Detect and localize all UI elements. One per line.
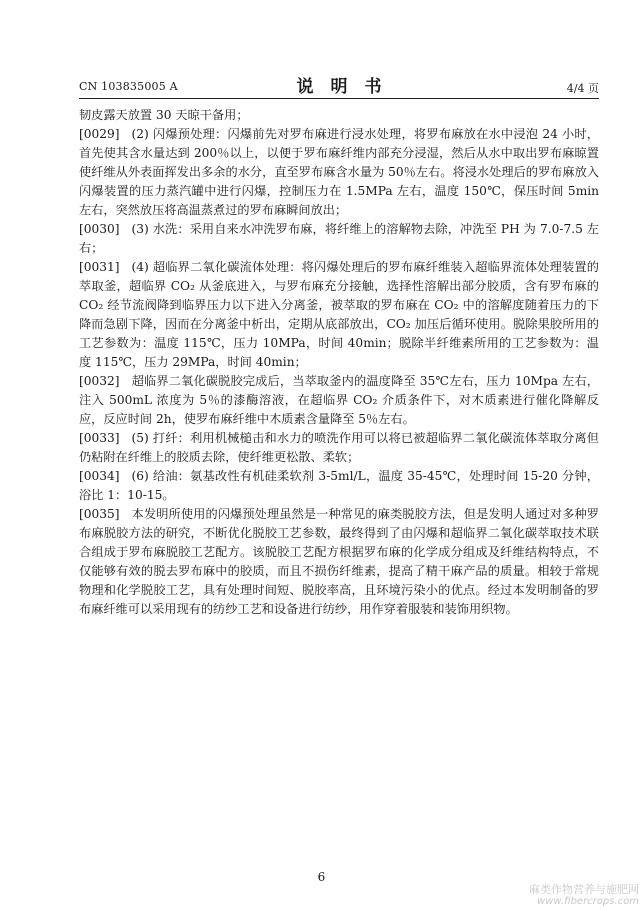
paragraph-text: (3) 水洗：采用自来水冲洗罗布麻，将纤维上的溶解物去除，冲洗至 PH 为 7.0-7.5 左右； <box>79 222 599 255</box>
paragraph-0030 <box>79 220 599 258</box>
paragraph-number: [0035] <box>79 507 120 521</box>
document-title: 说 明 书 <box>296 77 382 97</box>
paragraph-number: [0034] <box>79 469 120 483</box>
paragraph-number: [0033] <box>79 431 120 445</box>
paragraph-0034 <box>79 467 599 505</box>
paragraph-number: [0030] <box>79 222 120 236</box>
paragraph-0029 <box>79 125 599 220</box>
paragraph-continuation <box>79 106 599 125</box>
paragraph-text: 本发明所使用的闪爆预处理虽然是一种常见的麻类脱胶方法，但是发明人通过对多种罗布麻脱胶方法的研究，不断优化脱胶工艺参数，最终得到了由闪爆和超临界二氧化碳萃取技术联合组成于罗布麻脱胶工艺配方。该脱胶工艺配方根据罗布麻的化学成分组成及纤维结构特点，不仅能够有效的脱去罗布麻中的胶质，而且不损伤纤维素，提高了精干麻产品的质量。相较于常规物理和化学脱胶工艺，具有处理时间短、脱胶率高，且环境污染小的优点。经过本发明制备的罗布麻纤维可以采用现有的纺纱工艺和设备进行纺纱，用作穿着服装和装饰用织物。 <box>79 507 599 616</box>
paragraph-0033 <box>79 429 599 467</box>
page-header <box>79 70 599 99</box>
page-number: 6 <box>317 870 326 884</box>
paragraph-text: (2) 闪爆预处理：闪爆前先对罗布麻进行浸水处理，将罗布麻放在水中浸泡 24 小时，首先使其含水量达到 200％以上，以便于罗布麻纤维内部充分浸湿，然后从水中取出罗布麻晾置使纤维从外表面挥发出多余的水分，直至罗布麻含水量为 50％左右。将浸水处理后的罗布麻放入闪爆装置的压力蒸汽罐中进行闪爆，控制压力在 1.5MPa 左右，温度 150℃，保压时间 5min 左右，突然放压将高温蒸煮过的罗布麻瞬间放出； <box>79 127 599 217</box>
paragraph-text: (5) 打纤：利用机械槌击和水力的喷洗作用可以将已被超临界二氧化碳流体萃取分离但仍粘附在纤维上的胶质去除，使纤维更松散、柔软； <box>79 431 599 464</box>
paragraph-number: [0032] <box>79 374 120 388</box>
paragraph-0032 <box>79 372 599 429</box>
watermark-url: www.fibercrops.com <box>537 896 639 907</box>
paragraph-0035 <box>79 505 599 619</box>
site-watermark <box>529 884 639 908</box>
paragraph-number: [0031] <box>79 260 120 274</box>
paragraph-text: (4) 超临界二氧化碳流体处理：将闪爆处理后的罗布麻纤维装入超临界流体处理装置的萃取釜，超临界 CO₂ 从釜底进入，与罗布麻充分接触，选择性溶解出部分胶质，含有罗布麻的 CO₂ 经节流阀降到临界压力以下进入分离釜，被萃取的罗布麻在 CO₂ 中的溶解度随着压力的下降而急剧下降，因而在分离釜中析出，定期从底部放出，CO₂ 加压后循环使用。脱除果胶所用的工艺参数为：温度 115℃，压力 10MPa，时间 40min；脱除半纤维素所用的工艺参数为：温度 115℃，压力 29MPa，时间 40min； <box>79 260 599 369</box>
watermark-site-name: 麻类作物营养与施肥网 <box>529 883 639 896</box>
document-body <box>79 106 599 619</box>
paragraph-number: [0029] <box>79 127 120 141</box>
document-number: CN 103835005 A <box>79 80 178 93</box>
paragraph-text: 韧皮露天放置 30 天晾干备用； <box>79 108 249 122</box>
paragraph-text: 超临界二氧化碳脱胶完成后，当萃取釜内的温度降至 35℃左右，压力 10Mpa 左右，注入 500mL 浓度为 5％的漆酶溶液，在超临界 CO₂ 介质条件下，对木质素进行催化降解反应，反应时间 2h，使罗布麻纤维中木质素含量降至 5％左右。 <box>79 374 599 426</box>
page-reference: 4/4 页 <box>566 82 599 95</box>
paragraph-0031 <box>79 258 599 372</box>
paragraph-text: (6) 给油：氨基改性有机硅柔软剂 3-5ml/L，温度 35-45℃，处理时间 15-20 分钟，浴比 1：10-15。 <box>79 469 599 502</box>
